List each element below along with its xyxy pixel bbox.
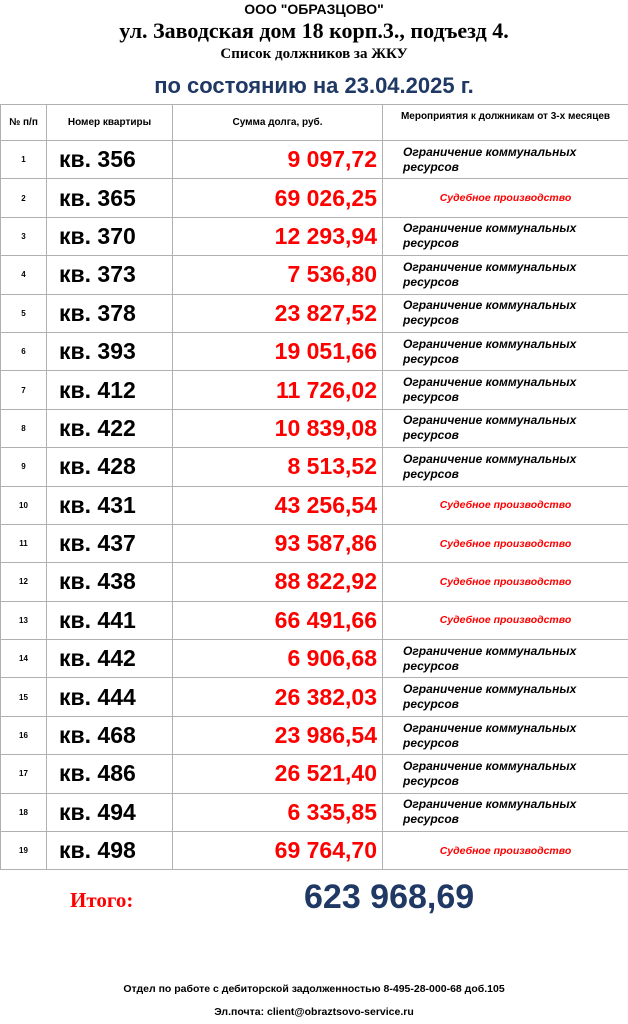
- table-row: [1, 524, 628, 562]
- measure-cell: [383, 256, 628, 294]
- table-row: [1, 678, 628, 716]
- table-row: [1, 179, 628, 217]
- measure-cell: [383, 716, 628, 754]
- debt-amount: 8 513,52: [173, 448, 383, 486]
- table-row: [1, 256, 628, 294]
- debt-amount: 69 026,25: [173, 179, 383, 217]
- table-row: [1, 486, 628, 524]
- column-header-debt-sum: Сумма долга, руб.: [173, 105, 383, 141]
- debt-amount: 66 491,66: [173, 601, 383, 639]
- row-number: 18: [1, 793, 47, 831]
- apartment-number: кв. 393: [47, 332, 173, 370]
- debt-amount: 12 293,94: [173, 217, 383, 255]
- measure-court-proceedings: Судебное производство: [439, 614, 572, 627]
- measure-utility-restriction: Ограничение коммунальных ресурсов: [403, 259, 577, 289]
- apartment-number: кв. 356: [47, 141, 173, 179]
- row-number: 8: [1, 409, 47, 447]
- apartment-number: кв. 498: [47, 832, 173, 870]
- table-row: [1, 563, 628, 601]
- row-number: 16: [1, 716, 47, 754]
- report-date: по состоянию на 23.04.2025 г.: [154, 73, 474, 98]
- measure-cell: [383, 524, 628, 562]
- debt-amount: 26 382,03: [173, 678, 383, 716]
- total-label: Итого:: [70, 888, 134, 912]
- row-number: 19: [1, 832, 47, 870]
- measure-utility-restriction: Ограничение коммунальных ресурсов: [403, 682, 577, 712]
- measure-utility-restriction: Ограничение коммунальных ресурсов: [403, 451, 577, 481]
- debt-amount: 69 764,70: [173, 832, 383, 870]
- measure-cell: [383, 563, 628, 601]
- apartment-number: кв. 412: [47, 371, 173, 409]
- measure-cell: [383, 678, 628, 716]
- measure-court-proceedings: Судебное производство: [439, 575, 572, 588]
- measure-cell: [383, 640, 628, 678]
- debt-amount: 6 335,85: [173, 793, 383, 831]
- debt-amount: 88 822,92: [173, 563, 383, 601]
- apartment-number: кв. 442: [47, 640, 173, 678]
- debt-amount: 9 097,72: [173, 141, 383, 179]
- row-number: 6: [1, 332, 47, 370]
- measure-utility-restriction: Ограничение коммунальных ресурсов: [403, 643, 577, 673]
- measure-cell: [383, 601, 628, 639]
- measure-cell: [383, 486, 628, 524]
- row-number: 14: [1, 640, 47, 678]
- table-row: [1, 793, 628, 831]
- row-number: 2: [1, 179, 47, 217]
- row-number: 17: [1, 755, 47, 793]
- measure-cell: [383, 332, 628, 370]
- company-name: ООО "ОБРАЗЦОВО": [244, 1, 384, 17]
- measure-utility-restriction: Ограничение коммунальных ресурсов: [403, 298, 577, 328]
- row-number: 1: [1, 141, 47, 179]
- row-number: 13: [1, 601, 47, 639]
- table-header-row: [1, 105, 628, 141]
- measure-court-proceedings: Судебное производство: [439, 192, 572, 205]
- debt-amount: 6 906,68: [173, 640, 383, 678]
- table-row: [1, 217, 628, 255]
- table-row: [1, 755, 628, 793]
- table-row: [1, 371, 628, 409]
- table-row: [1, 640, 628, 678]
- measure-cell: [383, 179, 628, 217]
- measure-cell: [383, 294, 628, 332]
- row-number: 10: [1, 486, 47, 524]
- table-row: [1, 332, 628, 370]
- list-title: Список должников за ЖКУ: [220, 46, 408, 62]
- table-row: [1, 141, 628, 179]
- apartment-number: кв. 428: [47, 448, 173, 486]
- apartment-number: кв. 437: [47, 524, 173, 562]
- debtors-table: [0, 104, 628, 870]
- apartment-number: кв. 422: [47, 409, 173, 447]
- table-row: [1, 409, 628, 447]
- total-value: 623 968,69: [304, 878, 475, 916]
- measure-cell: [383, 217, 628, 255]
- debt-amount: 23 986,54: [173, 716, 383, 754]
- apartment-number: кв. 468: [47, 716, 173, 754]
- building-address: ул. Заводская дом 18 корп.3., подъезд 4.: [119, 18, 509, 43]
- debt-amount: 26 521,40: [173, 755, 383, 793]
- measure-utility-restriction: Ограничение коммунальных ресурсов: [403, 336, 577, 366]
- measure-cell: [383, 832, 628, 870]
- measure-court-proceedings: Судебное производство: [439, 537, 572, 550]
- table-row: [1, 832, 628, 870]
- row-number: 11: [1, 524, 47, 562]
- apartment-number: кв. 438: [47, 563, 173, 601]
- measure-court-proceedings: Судебное производство: [439, 844, 572, 857]
- measure-utility-restriction: Ограничение коммунальных ресурсов: [403, 375, 577, 405]
- table-row: [1, 716, 628, 754]
- measure-utility-restriction: Ограничение коммунальных ресурсов: [403, 144, 577, 174]
- apartment-number: кв. 370: [47, 217, 173, 255]
- apartment-number: кв. 431: [47, 486, 173, 524]
- measure-cell: [383, 793, 628, 831]
- debt-amount: 7 536,80: [173, 256, 383, 294]
- measure-utility-restriction: Ограничение коммунальных ресурсов: [403, 797, 577, 827]
- debt-amount: 23 827,52: [173, 294, 383, 332]
- footer-department-contact: Отдел по работе с дебиторской задолженностью 8-495-28-000-68 доб.105: [123, 983, 505, 995]
- column-header-apartment: Номер квартиры: [47, 105, 173, 141]
- row-number: 7: [1, 371, 47, 409]
- row-number: 4: [1, 256, 47, 294]
- apartment-number: кв. 373: [47, 256, 173, 294]
- measure-utility-restriction: Ограничение коммунальных ресурсов: [403, 758, 577, 788]
- measure-cell: [383, 409, 628, 447]
- debt-amount: 11 726,02: [173, 371, 383, 409]
- measure-cell: [383, 141, 628, 179]
- measure-utility-restriction: Ограничение коммунальных ресурсов: [403, 413, 577, 443]
- row-number: 15: [1, 678, 47, 716]
- measure-utility-restriction: Ограничение коммунальных ресурсов: [403, 221, 577, 251]
- measure-cell: [383, 371, 628, 409]
- measure-cell: [383, 755, 628, 793]
- row-number: 3: [1, 217, 47, 255]
- column-header-number: № п/п: [1, 105, 47, 141]
- debt-amount: 43 256,54: [173, 486, 383, 524]
- row-number: 5: [1, 294, 47, 332]
- table-row: [1, 448, 628, 486]
- debt-amount: 19 051,66: [173, 332, 383, 370]
- apartment-number: кв. 365: [47, 179, 173, 217]
- apartment-number: кв. 444: [47, 678, 173, 716]
- footer-email: Эл.почта: client@obraztsovo-service.ru: [214, 1006, 414, 1018]
- column-header-measures: Мероприятия к должникам от 3-х месяцев: [383, 105, 628, 141]
- apartment-number: кв. 441: [47, 601, 173, 639]
- row-number: 12: [1, 563, 47, 601]
- measure-cell: [383, 448, 628, 486]
- table-row: [1, 294, 628, 332]
- debt-amount: 93 587,86: [173, 524, 383, 562]
- table-body: [1, 141, 628, 870]
- apartment-number: кв. 378: [47, 294, 173, 332]
- measure-utility-restriction: Ограничение коммунальных ресурсов: [403, 720, 577, 750]
- debt-amount: 10 839,08: [173, 409, 383, 447]
- table-row: [1, 601, 628, 639]
- measure-court-proceedings: Судебное производство: [439, 499, 572, 512]
- apartment-number: кв. 494: [47, 793, 173, 831]
- row-number: 9: [1, 448, 47, 486]
- apartment-number: кв. 486: [47, 755, 173, 793]
